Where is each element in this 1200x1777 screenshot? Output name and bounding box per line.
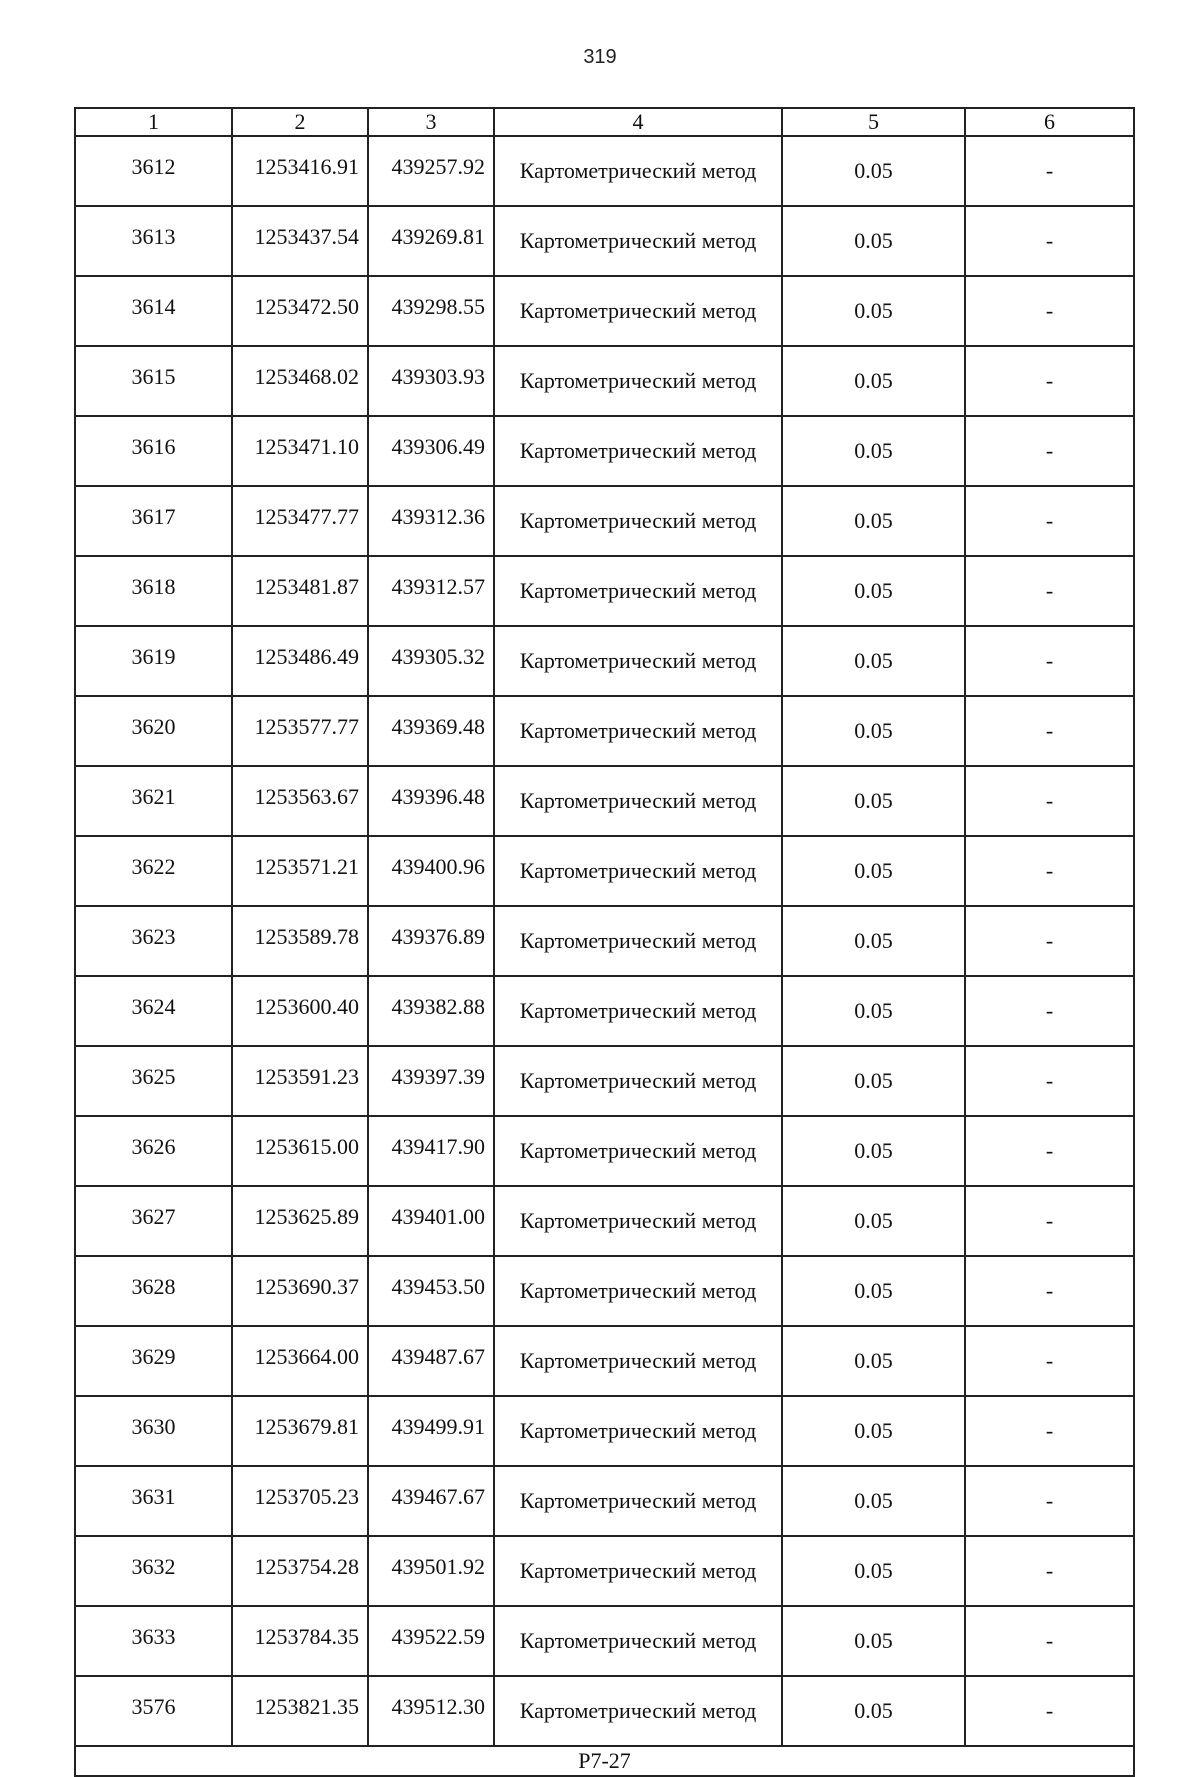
table-row xyxy=(75,976,1134,1046)
method-cell: Картометрический метод xyxy=(494,1396,782,1466)
y-coordinate-cell: 439303.93 xyxy=(368,346,494,416)
table-row xyxy=(75,136,1134,206)
method-cell: Картометрический метод xyxy=(494,626,782,696)
accuracy-cell: 0.05 xyxy=(782,346,965,416)
point-number-cell: 3620 xyxy=(75,696,232,766)
table-row xyxy=(75,1046,1134,1116)
accuracy-cell: 0.05 xyxy=(782,1606,965,1676)
note-cell: - xyxy=(965,696,1134,766)
x-coordinate-cell: 1253679.81 xyxy=(232,1396,368,1466)
point-number-cell: 3617 xyxy=(75,486,232,556)
accuracy-cell: 0.05 xyxy=(782,906,965,976)
x-coordinate-cell: 1253615.00 xyxy=(232,1116,368,1186)
note-cell: - xyxy=(965,1466,1134,1536)
point-number-cell: 3615 xyxy=(75,346,232,416)
x-coordinate-cell: 1253690.37 xyxy=(232,1256,368,1326)
method-cell: Картометрический метод xyxy=(494,276,782,346)
x-coordinate-cell: 1253486.49 xyxy=(232,626,368,696)
method-cell: Картометрический метод xyxy=(494,1186,782,1256)
accuracy-cell: 0.05 xyxy=(782,1466,965,1536)
point-number-cell: 3625 xyxy=(75,1046,232,1116)
accuracy-cell: 0.05 xyxy=(782,1676,965,1746)
table-row xyxy=(75,1676,1134,1746)
point-number-cell: 3614 xyxy=(75,276,232,346)
method-cell: Картометрический метод xyxy=(494,1536,782,1606)
note-cell: - xyxy=(965,1046,1134,1116)
note-cell: - xyxy=(965,416,1134,486)
method-cell: Картометрический метод xyxy=(494,1676,782,1746)
table-row xyxy=(75,1396,1134,1466)
accuracy-cell: 0.05 xyxy=(782,136,965,206)
note-cell: - xyxy=(965,976,1134,1046)
y-coordinate-cell: 439522.59 xyxy=(368,1606,494,1676)
note-cell: - xyxy=(965,1116,1134,1186)
header-cell: 5 xyxy=(782,108,965,136)
table-row xyxy=(75,206,1134,276)
table-row xyxy=(75,766,1134,836)
x-coordinate-cell: 1253468.02 xyxy=(232,346,368,416)
method-cell: Картометрический метод xyxy=(494,136,782,206)
point-number-cell: 3622 xyxy=(75,836,232,906)
point-number-cell: 3613 xyxy=(75,206,232,276)
note-cell: - xyxy=(965,1606,1134,1676)
accuracy-cell: 0.05 xyxy=(782,416,965,486)
point-number-cell: 3629 xyxy=(75,1326,232,1396)
x-coordinate-cell: 1253589.78 xyxy=(232,906,368,976)
y-coordinate-cell: 439487.67 xyxy=(368,1326,494,1396)
accuracy-cell: 0.05 xyxy=(782,1116,965,1186)
x-coordinate-cell: 1253784.35 xyxy=(232,1606,368,1676)
note-cell: - xyxy=(965,626,1134,696)
method-cell: Картометрический метод xyxy=(494,1326,782,1396)
point-number-cell: 3623 xyxy=(75,906,232,976)
table-row xyxy=(75,416,1134,486)
point-number-cell: 3626 xyxy=(75,1116,232,1186)
x-coordinate-cell: 1253625.89 xyxy=(232,1186,368,1256)
page-number: 319 xyxy=(583,46,617,68)
table-row xyxy=(75,1116,1134,1186)
table-row xyxy=(75,1326,1134,1396)
method-cell: Картометрический метод xyxy=(494,1256,782,1326)
accuracy-cell: 0.05 xyxy=(782,556,965,626)
sheet-code: Р7-27 xyxy=(75,1746,1134,1776)
table-row xyxy=(75,626,1134,696)
y-coordinate-cell: 439417.90 xyxy=(368,1116,494,1186)
x-coordinate-cell: 1253416.91 xyxy=(232,136,368,206)
method-cell: Картометрический метод xyxy=(494,696,782,766)
y-coordinate-cell: 439305.32 xyxy=(368,626,494,696)
table-row xyxy=(75,1186,1134,1256)
note-cell: - xyxy=(965,1676,1134,1746)
y-coordinate-cell: 439499.91 xyxy=(368,1396,494,1466)
y-coordinate-cell: 439312.36 xyxy=(368,486,494,556)
method-cell: Картометрический метод xyxy=(494,346,782,416)
note-cell: - xyxy=(965,276,1134,346)
method-cell: Картометрический метод xyxy=(494,766,782,836)
point-number-cell: 3621 xyxy=(75,766,232,836)
y-coordinate-cell: 439512.30 xyxy=(368,1676,494,1746)
table-row xyxy=(75,696,1134,766)
x-coordinate-cell: 1253477.77 xyxy=(232,486,368,556)
table-row xyxy=(75,1466,1134,1536)
note-cell: - xyxy=(965,906,1134,976)
header-cell: 4 xyxy=(494,108,782,136)
table-header xyxy=(75,108,1134,136)
accuracy-cell: 0.05 xyxy=(782,206,965,276)
y-coordinate-cell: 439396.48 xyxy=(368,766,494,836)
table-row xyxy=(75,486,1134,556)
point-number-cell: 3612 xyxy=(75,136,232,206)
point-number-cell: 3627 xyxy=(75,1186,232,1256)
y-coordinate-cell: 439467.67 xyxy=(368,1466,494,1536)
point-number-cell: 3618 xyxy=(75,556,232,626)
method-cell: Картометрический метод xyxy=(494,1116,782,1186)
method-cell: Картометрический метод xyxy=(494,206,782,276)
point-number-cell: 3630 xyxy=(75,1396,232,1466)
accuracy-cell: 0.05 xyxy=(782,1046,965,1116)
accuracy-cell: 0.05 xyxy=(782,486,965,556)
accuracy-cell: 0.05 xyxy=(782,696,965,766)
accuracy-cell: 0.05 xyxy=(782,1186,965,1256)
y-coordinate-cell: 439369.48 xyxy=(368,696,494,766)
method-cell: Картометрический метод xyxy=(494,976,782,1046)
method-cell: Картометрический метод xyxy=(494,486,782,556)
accuracy-cell: 0.05 xyxy=(782,976,965,1046)
note-cell: - xyxy=(965,1396,1134,1466)
point-number-cell: 3624 xyxy=(75,976,232,1046)
point-number-cell: 3632 xyxy=(75,1536,232,1606)
method-cell: Картометрический метод xyxy=(494,1046,782,1116)
table-row xyxy=(75,1606,1134,1676)
x-coordinate-cell: 1253754.28 xyxy=(232,1536,368,1606)
method-cell: Картометрический метод xyxy=(494,1466,782,1536)
point-number-cell: 3633 xyxy=(75,1606,232,1676)
method-cell: Картометрический метод xyxy=(494,906,782,976)
x-coordinate-cell: 1253563.67 xyxy=(232,766,368,836)
table-footer xyxy=(75,1746,1134,1776)
header-cell: 6 xyxy=(965,108,1134,136)
x-coordinate-cell: 1253472.50 xyxy=(232,276,368,346)
note-cell: - xyxy=(965,206,1134,276)
y-coordinate-cell: 439257.92 xyxy=(368,136,494,206)
header-cell: 2 xyxy=(232,108,368,136)
accuracy-cell: 0.05 xyxy=(782,1396,965,1466)
y-coordinate-cell: 439501.92 xyxy=(368,1536,494,1606)
x-coordinate-cell: 1253821.35 xyxy=(232,1676,368,1746)
table-row xyxy=(75,1536,1134,1606)
x-coordinate-cell: 1253705.23 xyxy=(232,1466,368,1536)
method-cell: Картометрический метод xyxy=(494,836,782,906)
header-cell: 3 xyxy=(368,108,494,136)
coordinates-table xyxy=(74,107,1135,1777)
x-coordinate-cell: 1253664.00 xyxy=(232,1326,368,1396)
header-row xyxy=(75,108,1134,136)
y-coordinate-cell: 439306.49 xyxy=(368,416,494,486)
y-coordinate-cell: 439453.50 xyxy=(368,1256,494,1326)
accuracy-cell: 0.05 xyxy=(782,1326,965,1396)
method-cell: Картометрический метод xyxy=(494,1606,782,1676)
x-coordinate-cell: 1253571.21 xyxy=(232,836,368,906)
x-coordinate-cell: 1253591.23 xyxy=(232,1046,368,1116)
note-cell: - xyxy=(965,486,1134,556)
table-row xyxy=(75,346,1134,416)
point-number-cell: 3628 xyxy=(75,1256,232,1326)
note-cell: - xyxy=(965,1256,1134,1326)
accuracy-cell: 0.05 xyxy=(782,276,965,346)
note-cell: - xyxy=(965,346,1134,416)
y-coordinate-cell: 439397.39 xyxy=(368,1046,494,1116)
table-row xyxy=(75,1256,1134,1326)
y-coordinate-cell: 439401.00 xyxy=(368,1186,494,1256)
accuracy-cell: 0.05 xyxy=(782,766,965,836)
y-coordinate-cell: 439376.89 xyxy=(368,906,494,976)
x-coordinate-cell: 1253437.54 xyxy=(232,206,368,276)
x-coordinate-cell: 1253481.87 xyxy=(232,556,368,626)
y-coordinate-cell: 439312.57 xyxy=(368,556,494,626)
y-coordinate-cell: 439400.96 xyxy=(368,836,494,906)
footer-row xyxy=(75,1746,1134,1776)
method-cell: Картометрический метод xyxy=(494,416,782,486)
accuracy-cell: 0.05 xyxy=(782,1536,965,1606)
note-cell: - xyxy=(965,556,1134,626)
note-cell: - xyxy=(965,1186,1134,1256)
y-coordinate-cell: 439269.81 xyxy=(368,206,494,276)
y-coordinate-cell: 439382.88 xyxy=(368,976,494,1046)
x-coordinate-cell: 1253577.77 xyxy=(232,696,368,766)
point-number-cell: 3619 xyxy=(75,626,232,696)
note-cell: - xyxy=(965,766,1134,836)
y-coordinate-cell: 439298.55 xyxy=(368,276,494,346)
point-number-cell: 3616 xyxy=(75,416,232,486)
table-row xyxy=(75,276,1134,346)
point-number-cell: 3576 xyxy=(75,1676,232,1746)
x-coordinate-cell: 1253600.40 xyxy=(232,976,368,1046)
x-coordinate-cell: 1253471.10 xyxy=(232,416,368,486)
method-cell: Картометрический метод xyxy=(494,556,782,626)
table-row xyxy=(75,836,1134,906)
note-cell: - xyxy=(965,1536,1134,1606)
accuracy-cell: 0.05 xyxy=(782,836,965,906)
accuracy-cell: 0.05 xyxy=(782,626,965,696)
note-cell: - xyxy=(965,136,1134,206)
table-body xyxy=(75,136,1134,1746)
table-row xyxy=(75,906,1134,976)
point-number-cell: 3631 xyxy=(75,1466,232,1536)
table-row xyxy=(75,556,1134,626)
accuracy-cell: 0.05 xyxy=(782,1256,965,1326)
note-cell: - xyxy=(965,836,1134,906)
note-cell: - xyxy=(965,1326,1134,1396)
header-cell: 1 xyxy=(75,108,232,136)
